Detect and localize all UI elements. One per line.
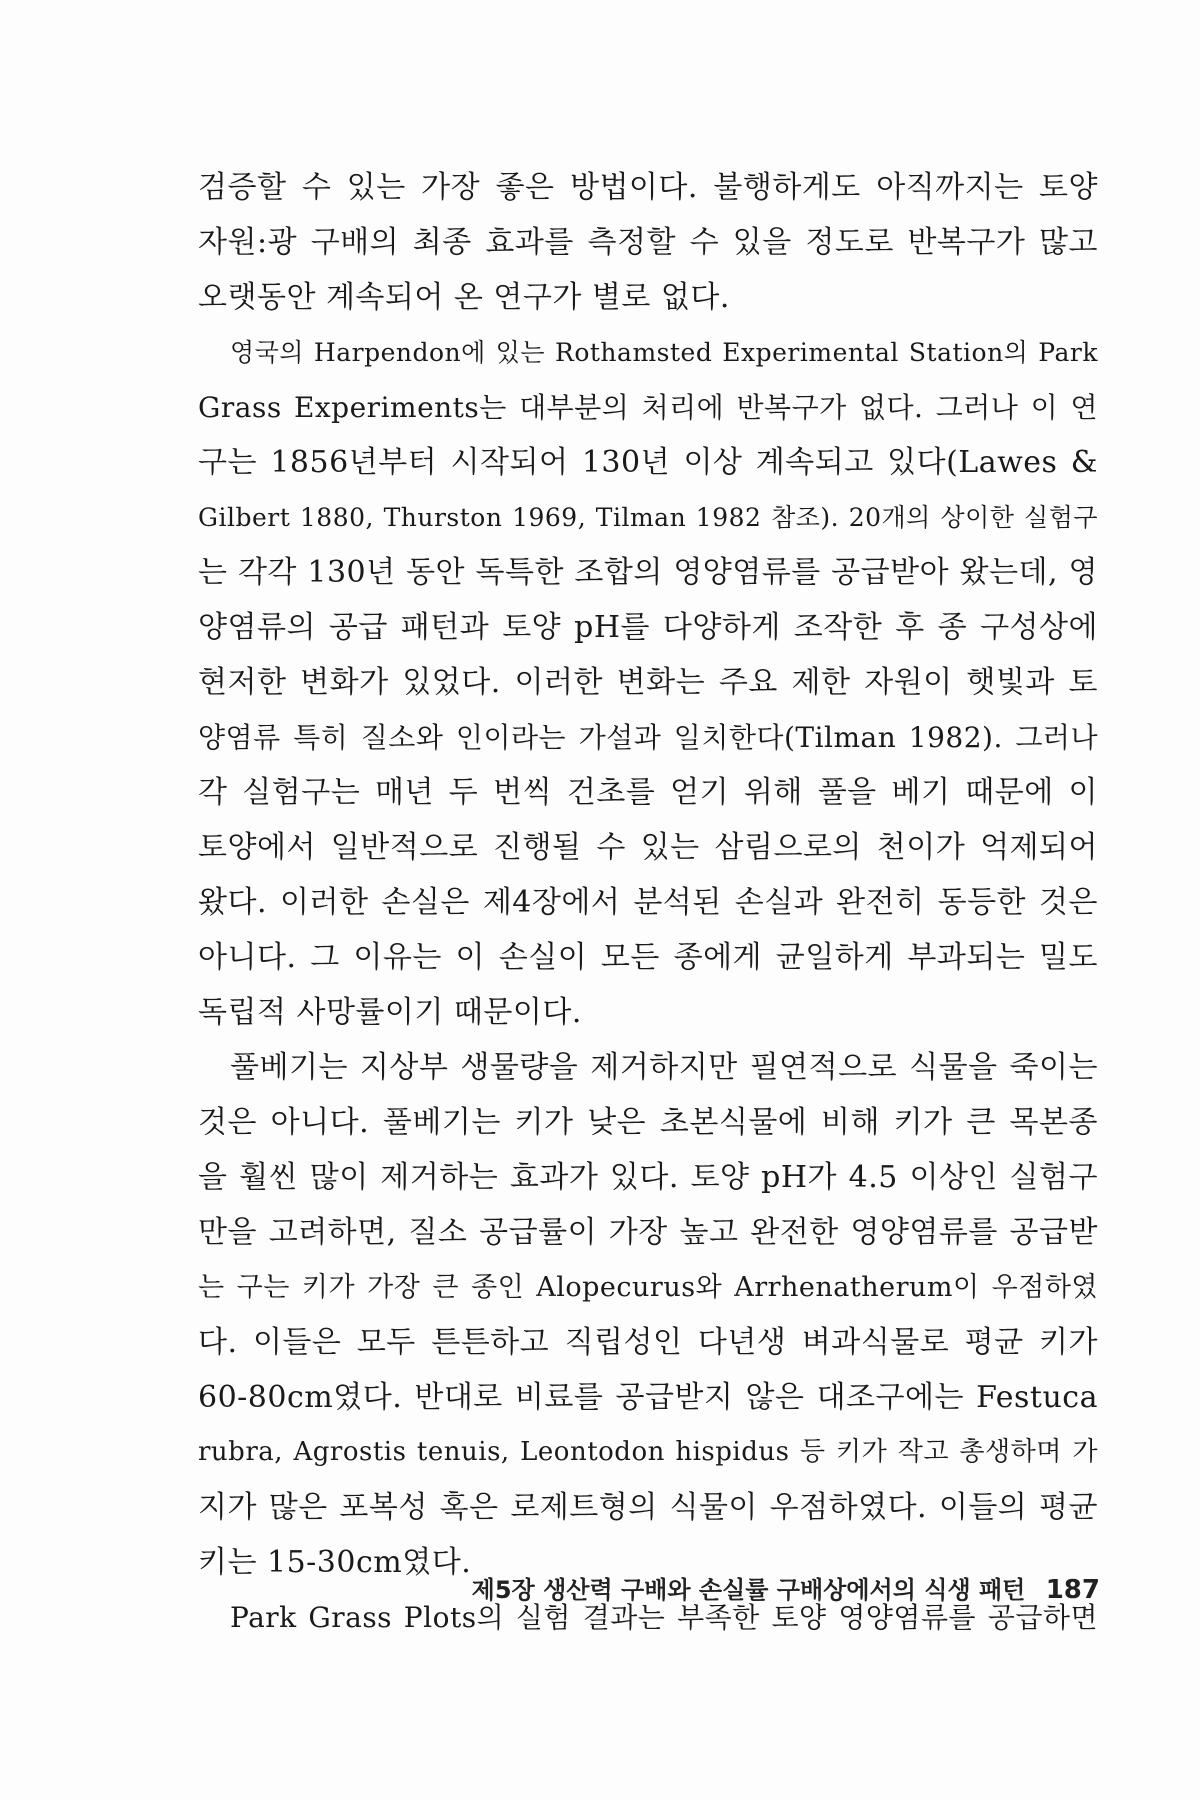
text-line: 60-80cm였다. 반대로 비료를 공급받지 않은 대조구에는 Festuca (198, 1380, 1098, 1415)
text-line: 지가 많은 포복성 혹은 로제트형의 식물이 우점하였다. 이들의 평균 (198, 1490, 1098, 1525)
text-line: 토양에서 일반적으로 진행될 수 있는 삼림으로의 천이가 억제되어 (198, 830, 1098, 865)
text-line: 키는 15-30cm였다. (198, 1545, 472, 1580)
text-line: Gilbert 1880, Thurston 1969, Tilman 1982 참조). 20개의 상이한 실험구 (198, 503, 1098, 532)
text-line: Grass Experiments는 대부분의 처리에 반복구가 없다. 그러나 이 연 (198, 391, 1098, 424)
running-footer (400, 1570, 1100, 1605)
page-number: 187 (1045, 1575, 1100, 1605)
chapter-title: 제5장 생산력 구배와 손실률 구배상에서의 식생 패턴 (471, 1576, 1026, 1604)
text-line: 왔다. 이러한 손실은 제4장에서 분석된 손실과 완전히 동등한 것은 (198, 885, 1098, 920)
text-line: 것은 아니다. 풀베기는 키가 낮은 초본식물에 비해 키가 큰 목본종 (198, 1105, 1098, 1140)
text-line: 풀베기는 지상부 생물량을 제거하지만 필연적으로 식물을 죽이는 (230, 1050, 1098, 1085)
text-line: 검증할 수 있는 가장 좋은 방법이다. 불행하게도 아직까지는 토양 (198, 170, 1098, 205)
text-line: 다. 이들은 모두 튼튼하고 직립성인 다년생 벼과식물로 평균 키가 (198, 1325, 1098, 1360)
text-line: 양염류의 공급 패턴과 토양 pH를 다양하게 조작한 후 종 구성상에 (198, 610, 1098, 645)
text-line: 각 실험구는 매년 두 번씩 건초를 얻기 위해 풀을 베기 때문에 이 (198, 775, 1098, 810)
text-line: Park Grass Plots의 실험 결과는 부족한 토양 영양염류를 공급하면 (230, 1601, 1098, 1634)
text-line: rubra, Agrostis tenuis, Leontodon hispidus 등 키가 작고 총생하며 가 (198, 1437, 1098, 1467)
body-text (198, 160, 1098, 1645)
text-line: 오랫동안 계속되어 온 연구가 별로 없다. (198, 280, 730, 315)
text-line: 양염류 특히 질소와 인이라는 가설과 일치한다(Tilman 1982). 그러나 (198, 721, 1098, 754)
text-line: 아니다. 그 이유는 이 손실이 모든 종에게 균일하게 부과되는 밀도 (198, 940, 1098, 975)
text-line: 자원:광 구배의 최종 효과를 측정할 수 있을 정도로 반복구가 많고 (198, 225, 1098, 260)
text-line: 구는 1856년부터 시작되어 130년 이상 계속되고 있다(Lawes & (198, 445, 1098, 480)
text-line: 는 각각 130년 동안 독특한 조합의 영양염류를 공급받아 왔는데, 영 (198, 555, 1098, 590)
text-line: 는 구는 키가 가장 큰 종인 Alopecurus와 Arrhenatherum이 우점하였 (198, 1272, 1098, 1303)
text-line: 독립적 사망률이기 때문이다. (198, 995, 582, 1030)
text-line: 만을 고려하면, 질소 공급률이 가장 높고 완전한 영양염류를 공급받 (198, 1215, 1098, 1250)
text-line: 현저한 변화가 있었다. 이러한 변화는 주요 제한 자원이 햇빛과 토 (198, 665, 1098, 700)
text-line: 영국의 Harpendon에 있는 Rothamsted Experimental Station의 Park (230, 338, 1098, 367)
text-line: 을 훨씬 많이 제거하는 효과가 있다. 토양 pH가 4.5 이상인 실험구 (198, 1160, 1098, 1195)
